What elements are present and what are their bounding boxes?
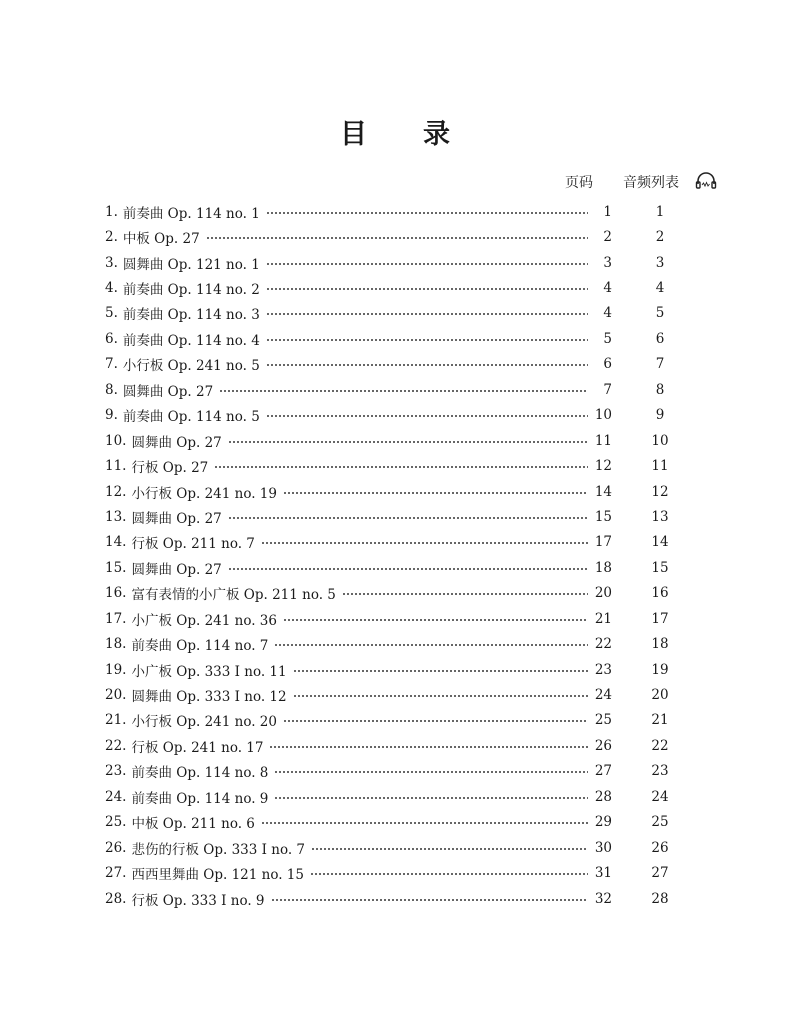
toc-entry-audio-track: 13: [651, 508, 669, 525]
toc-entry-title: 小行板 Op. 241 no. 20: [131, 714, 277, 731]
toc-entry[interactable]: [105, 835, 705, 860]
toc-entry-number: 18.: [105, 636, 127, 653]
toc-entry-audio-track: 12: [651, 483, 669, 500]
toc-entry-page: 23: [594, 661, 612, 678]
toc-entry-page: 12: [594, 458, 612, 475]
toc-entry-page: 17: [594, 534, 612, 551]
toc-entry-title: 圆舞曲 Op. 27: [131, 561, 222, 578]
toc-entry-audio-track: 4: [655, 280, 665, 297]
toc-entry-audio-track: 10: [651, 432, 669, 449]
dot-leader: [271, 899, 588, 901]
toc-entry-number: 23.: [105, 763, 127, 780]
toc-entry-page: 14: [594, 483, 612, 500]
toc-entry[interactable]: [105, 275, 705, 300]
toc-entry-title: 圆舞曲 Op. 27: [131, 434, 222, 451]
dot-leader: [266, 212, 588, 214]
dot-leader: [274, 797, 588, 799]
toc-entry-audio-track: 3: [655, 254, 665, 271]
toc-entry-audio-track: 6: [655, 330, 665, 347]
toc-entry-number: 17.: [105, 610, 127, 627]
toc-entry-audio-track: 1: [655, 203, 665, 220]
page-title-char-2: 录: [423, 119, 450, 150]
toc-entry-audio-track: 16: [651, 585, 669, 602]
toc-entry-audio-track: 11: [651, 458, 669, 475]
dot-leader: [266, 339, 588, 341]
toc-entry-page: 26: [594, 737, 612, 754]
toc-entry-title: 行板 Op. 27: [131, 460, 209, 477]
toc-entry-page: 4: [603, 280, 612, 297]
toc-entry[interactable]: [105, 810, 705, 835]
toc-entry-page: 7: [603, 381, 612, 398]
dot-leader: [228, 517, 588, 519]
dot-leader: [293, 670, 588, 672]
toc-entry-page: 30: [594, 839, 612, 856]
toc-entry-number: 21.: [105, 712, 127, 729]
toc-entry-page: 11: [594, 432, 612, 449]
toc-entry-number: 9.: [105, 407, 118, 424]
toc-entry[interactable]: [105, 682, 705, 707]
page-column-header: 页码: [565, 175, 593, 191]
toc-entry-title: 前奏曲 Op. 114 no. 2: [122, 282, 260, 299]
toc-entry-page: 6: [603, 356, 612, 373]
toc-entry[interactable]: [105, 352, 705, 377]
toc-entry[interactable]: [105, 453, 705, 478]
toc-entry-number: 16.: [105, 585, 127, 602]
toc-entry-title: 中板 Op. 211 no. 6: [131, 816, 255, 833]
toc-entry-page: 25: [594, 712, 612, 729]
toc-entry-audio-track: 27: [651, 865, 669, 882]
toc-entry[interactable]: [105, 886, 705, 911]
toc-entry-number: 27.: [105, 865, 127, 882]
headphone-icon: [695, 170, 717, 190]
toc-entry-number: 7.: [105, 356, 118, 373]
toc-entry[interactable]: [105, 555, 705, 580]
toc-entry[interactable]: [105, 530, 705, 555]
toc-entry-audio-track: 5: [655, 305, 665, 322]
toc-entry-number: 5.: [105, 305, 118, 322]
toc-entry-title: 西西里舞曲 Op. 121 no. 15: [131, 867, 304, 884]
dot-leader: [269, 746, 588, 748]
page-title-char-1: 目: [340, 119, 367, 150]
toc-entry-page: 1: [603, 203, 612, 220]
toc-entry-page: 20: [594, 585, 612, 602]
toc-entry-title: 前奏曲 Op. 114 no. 9: [131, 790, 269, 807]
toc-entry-number: 11.: [105, 458, 127, 475]
page-title: [0, 112, 790, 151]
toc-entry-number: 12.: [105, 483, 127, 500]
toc-entry-page: 31: [594, 865, 612, 882]
dot-leader: [206, 237, 588, 239]
toc-entry-page: 24: [594, 687, 612, 704]
toc-entry-number: 28.: [105, 890, 127, 907]
toc-entry-number: 24.: [105, 788, 127, 805]
toc-entry-page: 18: [594, 559, 612, 576]
dot-leader: [311, 848, 588, 850]
toc-entry-page: 15: [594, 508, 612, 525]
toc-entry-audio-track: 24: [651, 788, 669, 805]
toc-entry-audio-track: 25: [651, 814, 669, 831]
toc-entry-title: 小广板 Op. 333 Ⅰ no. 11: [131, 663, 287, 680]
dot-leader: [266, 364, 588, 366]
toc-entry[interactable]: [105, 377, 705, 402]
toc-entry-title: 前奏曲 Op. 114 no. 1: [122, 205, 260, 222]
toc-entry[interactable]: [105, 224, 705, 249]
toc-entry-audio-track: 15: [651, 559, 669, 576]
toc-entry[interactable]: [105, 581, 705, 606]
dot-leader: [266, 415, 588, 417]
toc-entry-audio-track: 8: [655, 381, 665, 398]
toc-entry-title: 前奏曲 Op. 114 no. 7: [131, 638, 269, 655]
toc-entry-number: 1.: [105, 203, 118, 220]
toc-entry[interactable]: [105, 784, 705, 809]
toc-entry-audio-track: 2: [655, 229, 665, 246]
toc-entry-number: 3.: [105, 254, 118, 271]
table-of-contents: [105, 199, 705, 911]
toc-entry-page: 27: [594, 763, 612, 780]
toc-entry-page: 32: [594, 890, 612, 907]
toc-entry-audio-track: 22: [651, 737, 669, 754]
toc-entry-title: 小行板 Op. 241 no. 19: [131, 485, 277, 502]
toc-entry-page: 21: [594, 610, 612, 627]
toc-entry[interactable]: [105, 733, 705, 758]
dot-leader: [228, 441, 588, 443]
toc-entry-number: 15.: [105, 559, 127, 576]
dot-leader: [214, 466, 588, 468]
toc-entry-number: 2.: [105, 229, 118, 246]
toc-entry-audio-track: 21: [651, 712, 669, 729]
toc-entry-title: 前奏曲 Op. 114 no. 8: [131, 765, 269, 782]
toc-entry-number: 6.: [105, 330, 118, 347]
toc-entry-title: 前奏曲 Op. 114 no. 5: [122, 409, 260, 426]
toc-entry-number: 10.: [105, 432, 127, 449]
dot-leader: [274, 771, 588, 773]
dot-leader: [283, 619, 588, 621]
toc-entry-page: 2: [603, 229, 612, 246]
dot-leader: [261, 822, 588, 824]
toc-entry-audio-track: 17: [651, 610, 669, 627]
toc-entry-number: 19.: [105, 661, 127, 678]
toc-entry-audio-track: 23: [651, 763, 669, 780]
toc-entry-title: 前奏曲 Op. 114 no. 3: [122, 307, 260, 324]
toc-entry[interactable]: [105, 199, 705, 224]
toc-entry-title: 行板 Op. 211 no. 7: [131, 536, 255, 553]
toc-entry-title: 小行板 Op. 241 no. 5: [122, 358, 260, 375]
dot-leader: [283, 492, 588, 494]
toc-entry-page: 29: [594, 814, 612, 831]
toc-entry-number: 4.: [105, 280, 118, 297]
dot-leader: [293, 695, 588, 697]
toc-entry-page: 28: [594, 788, 612, 805]
dot-leader: [266, 313, 588, 315]
toc-entry-number: 8.: [105, 381, 118, 398]
toc-entry[interactable]: [105, 504, 705, 529]
toc-entry-title: 中板 Op. 27: [122, 231, 200, 248]
toc-entry[interactable]: [105, 631, 705, 656]
toc-entry[interactable]: [105, 479, 705, 504]
toc-entry[interactable]: [105, 860, 705, 885]
toc-entry-page: 4: [603, 305, 612, 322]
toc-entry-number: 25.: [105, 814, 127, 831]
toc-entry-audio-track: 28: [651, 890, 669, 907]
dot-leader: [219, 390, 588, 392]
toc-entry-audio-track: 19: [651, 661, 669, 678]
toc-entry-title: 圆舞曲 Op. 121 no. 1: [122, 256, 260, 273]
dot-leader: [228, 568, 588, 570]
dot-leader: [310, 873, 588, 875]
toc-entry-number: 20.: [105, 687, 127, 704]
dot-leader: [261, 542, 588, 544]
dot-leader: [266, 263, 588, 265]
toc-entry-title: 小广板 Op. 241 no. 36: [131, 612, 277, 629]
toc-entry-audio-track: 18: [651, 636, 669, 653]
toc-entry-title: 圆舞曲 Op. 27: [122, 383, 214, 400]
toc-entry[interactable]: [105, 759, 705, 784]
dot-leader: [274, 644, 588, 646]
toc-entry-page: 10: [594, 407, 612, 424]
toc-entry[interactable]: [105, 403, 705, 428]
toc-entry-page: 22: [594, 636, 612, 653]
dot-leader: [342, 593, 588, 595]
toc-entry[interactable]: [105, 708, 705, 733]
toc-entry-title: 行板 Op. 241 no. 17: [131, 739, 264, 756]
toc-entry-title: 圆舞曲 Op. 27: [131, 510, 222, 527]
toc-entry-page: 3: [603, 254, 612, 271]
toc-entry[interactable]: [105, 326, 705, 351]
toc-entry-title: 前奏曲 Op. 114 no. 4: [122, 332, 260, 349]
toc-entry-number: 13.: [105, 508, 127, 525]
toc-entry-audio-track: 26: [651, 839, 669, 856]
toc-entry-audio-track: 20: [651, 687, 669, 704]
toc-entry[interactable]: [105, 606, 705, 631]
toc-entry-audio-track: 14: [651, 534, 669, 551]
toc-entry-title: 富有表情的小广板 Op. 211 no. 5: [131, 587, 336, 604]
toc-entry-audio-track: 9: [655, 407, 665, 424]
toc-entry[interactable]: [105, 428, 705, 453]
toc-entry[interactable]: [105, 657, 705, 682]
toc-entry-number: 14.: [105, 534, 127, 551]
toc-entry[interactable]: [105, 301, 705, 326]
toc-entry-number: 22.: [105, 737, 127, 754]
audio-column-header: 音频列表: [623, 175, 679, 191]
dot-leader: [283, 720, 588, 722]
toc-entry-audio-track: 7: [655, 356, 665, 373]
toc-entry-title: 行板 Op. 333 Ⅰ no. 9: [131, 892, 265, 909]
toc-entry-number: 26.: [105, 839, 127, 856]
toc-entry-title: 悲伤的行板 Op. 333 Ⅰ no. 7: [131, 841, 306, 858]
toc-entry-page: 5: [603, 330, 612, 347]
dot-leader: [266, 288, 588, 290]
toc-entry[interactable]: [105, 250, 705, 275]
toc-entry-title: 圆舞曲 Op. 333 Ⅰ no. 12: [131, 689, 287, 706]
